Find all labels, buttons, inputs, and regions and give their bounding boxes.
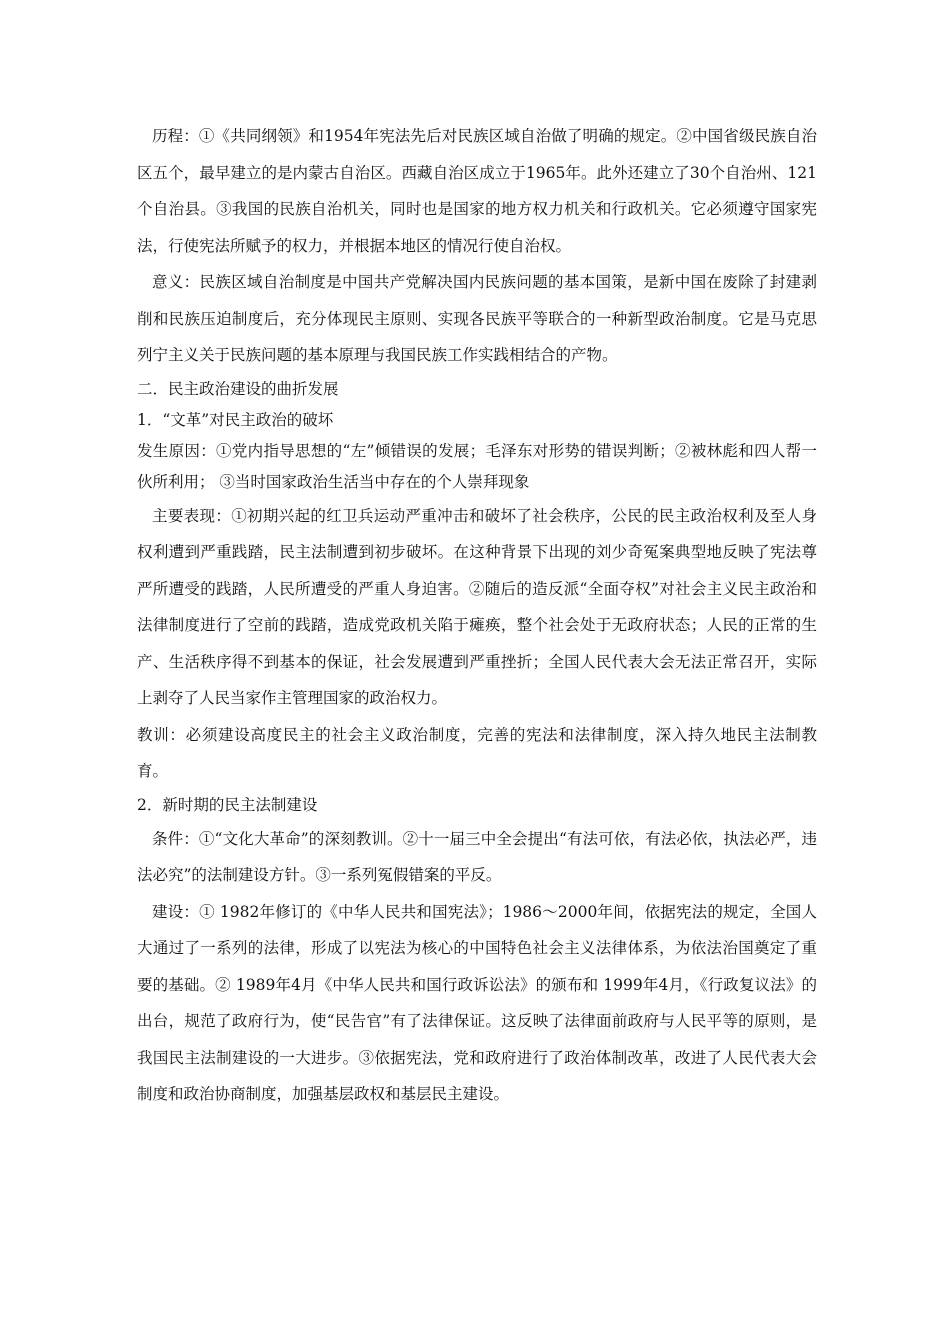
paragraph-significance: 意义：民族区域自治制度是中国共产党解决国内民族问题的基本国策，是新中国在废除了封建剥削和民族压迫制度后，充分体现民主原则、实现各民族平等联合的一种新型政治制度。它是马克思列宁主义关于民族问题的基本原理与我国民族工作实践相结合的产物。 [137,273,817,364]
subheading-2: 2．新时期的民主法制建设 [137,795,318,814]
paragraph-causes: 发生原因：①党内指导思想的“左”倾错误的发展；毛泽东对形势的错误判断；②被林彪和四人帮一伙所利用； ③当时国家政治生活当中存在的个人崇拜现象 [137,441,817,491]
subheading-1: 1．“文革”对民主政治的破坏 [137,410,334,429]
document-page [137,118,817,1113]
paragraph-construction: 建设：① 1982年修订的《中华人民共和国宪法》；1986～2000年间，依据宪法的规定，全国人大通过了一系列的法律，形成了以宪法为核心的中国特色社会主义法律体系，为依法治国奠定了重要的基础。② 1989年4月《中华人民共和国行政诉讼法》的颁布和 1999年4月，《行政复议法》的出台，规范了政府行为，使“民告官”有了法律保证。这反映了法律面前政府与人民平等的原则，是我国民主法制建设的一大进步。③依据宪法，党和政府进行了政治体制改革，改进了人民代表大会制度和政治协商制度，加强基层政权和基层民主建设。 [137,902,817,1103]
paragraph-lessons: 教训：必须建设高度民主的社会主义政治制度，完善的宪法和法律制度，深入持久地民主法制教育。 [137,725,817,780]
section-heading-2: 二．民主政治建设的曲折发展 [137,379,339,398]
paragraph-history: 历程：①《共同纲领》和1954年宪法先后对民族区域自治做了明确的规定。②中国省级民族自治区五个，最早建立的是内蒙古自治区。西藏自治区成立于1965年。此外还建立了30个自治州、121个自治县。③我国的民族自治机关，同时也是国家的地方权力机关和行政机关。它必须遵守国家宪法，行使宪法所赋予的权力，并根据本地区的情况行使自治权。 [137,127,817,255]
paragraph-manifestations: 主要表现：①初期兴起的红卫兵运动严重冲击和破坏了社会秩序，公民的民主政治权利及至人身权利遭到严重践踏，民主法制遭到初步破坏。在这种背景下出现的刘少奇冤案典型地反映了宪法尊严所遭受的践踏，人民所遭受的严重人身迫害。②随后的造反派“全面夺权”对社会主义民主政治和法律制度进行了空前的践踏，造成党政机关陷于瘫痪，整个社会处于无政府状态；人民的正常的生产、生活秩序得不到基本的保证，社会发展遭到严重挫折；全国人民代表大会无法正常召开，实际上剥夺了人民当家作主管理国家的政治权力。 [137,506,817,707]
paragraph-conditions: 条件：①“文化大革命”的深刻教训。②十一届三中全会提出“有法可依，有法必依，执法必严，违法必究”的法制建设方针。③一系列冤假错案的平反。 [137,829,817,884]
